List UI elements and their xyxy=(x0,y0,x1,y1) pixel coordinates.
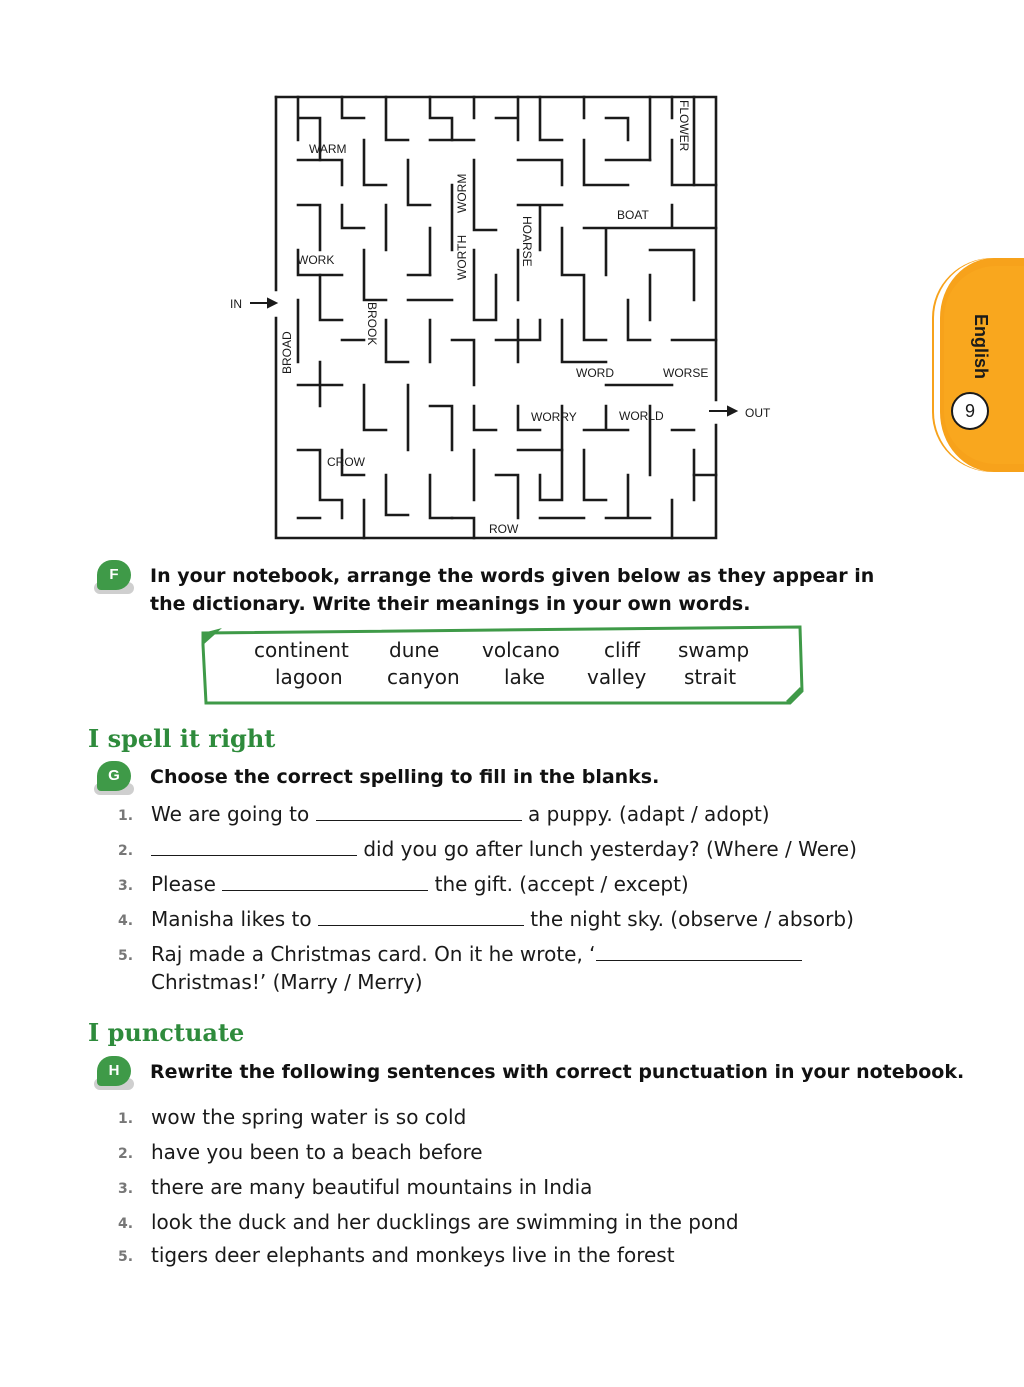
punct-item-number: 5. xyxy=(118,1249,134,1265)
tab-subject-label: English xyxy=(971,314,991,380)
spell-item-number: 5. xyxy=(118,948,134,964)
punct-item-4: look the duck and her ducklings are swimming in the pond xyxy=(151,1210,739,1234)
spell-item-4 xyxy=(151,907,854,931)
maze-label-broad: BROAD xyxy=(280,331,294,374)
word-maze xyxy=(220,86,780,546)
punct-item-number: 2. xyxy=(118,1146,134,1162)
section-f-instruction-line2: the dictionary. Write their meanings in your own words. xyxy=(150,593,751,615)
answer-blank[interactable] xyxy=(151,837,357,856)
punct-item-5: tigers deer elephants and monkeys live in the forest xyxy=(151,1243,675,1267)
maze-label-world: WORLD xyxy=(619,409,664,423)
punct-item-2: have you been to a beach before xyxy=(151,1140,483,1164)
maze-label-out: OUT xyxy=(745,406,771,420)
spell-item-1 xyxy=(151,802,770,826)
section-g-badge: G xyxy=(97,761,131,791)
word-dune: dune xyxy=(389,638,440,662)
spell-item-5-continued: Christmas!’ (Marry / Merry) xyxy=(151,970,423,994)
spell-item-text-before: Manisha likes to xyxy=(151,907,318,931)
word-cliff: cliff xyxy=(604,638,640,662)
spell-item-text-after: did you go after lunch yesterday? (Where / Were) xyxy=(357,837,857,861)
punct-item-3: there are many beautiful mountains in India xyxy=(151,1175,593,1199)
maze-label-crow: CROW xyxy=(327,455,365,469)
punct-item-1: wow the spring water is so cold xyxy=(151,1105,467,1129)
punct-item-number: 4. xyxy=(118,1216,134,1232)
word-lagoon: lagoon xyxy=(275,665,343,689)
word-valley: valley xyxy=(587,665,647,689)
spell-item-3 xyxy=(151,872,689,896)
maze-label-boat: BOAT xyxy=(617,208,649,222)
maze-label-worry: WORRY xyxy=(531,410,577,424)
tab-page-number: 9 xyxy=(951,392,989,430)
maze-label-hoarse: HOARSE xyxy=(520,216,534,267)
maze-label-row: ROW xyxy=(489,522,519,536)
spell-item-2 xyxy=(151,837,857,861)
spell-item-number: 3. xyxy=(118,878,134,894)
word-swamp: swamp xyxy=(678,638,750,662)
maze-label-worth: WORTH xyxy=(455,234,469,280)
spell-item-text-before: We are going to xyxy=(151,802,316,826)
answer-blank[interactable] xyxy=(318,907,524,926)
answer-blank[interactable] xyxy=(316,802,522,821)
maze-label-warm: WARM xyxy=(309,142,347,156)
spell-item-number: 1. xyxy=(118,808,134,824)
maze-label-work: WORK xyxy=(297,253,335,267)
maze-label-brook: BROOK xyxy=(365,302,379,346)
spell-item-text-before: Please xyxy=(151,872,223,896)
word-canyon: canyon xyxy=(387,665,460,689)
punctuate-heading: I punctuate xyxy=(88,1018,245,1047)
word-volcano: volcano xyxy=(482,638,560,662)
spell-item-text-after: the gift. (accept / except) xyxy=(428,872,689,896)
spell-item-5 xyxy=(151,942,802,966)
section-h-instruction: Rewrite the following sentences with correct punctuation in your notebook. xyxy=(150,1061,965,1083)
section-h-badge: H xyxy=(97,1056,131,1086)
spell-item-number: 4. xyxy=(118,913,134,929)
section-f-instruction-line1: In your notebook, arrange the words given below as they appear in xyxy=(150,565,875,587)
maze-label-worm: WORM xyxy=(455,173,469,213)
spell-item-number: 2. xyxy=(118,843,134,859)
punct-item-number: 3. xyxy=(118,1181,134,1197)
punct-item-number: 1. xyxy=(118,1111,134,1127)
spell-item-text-after: the night sky. (observe / absorb) xyxy=(523,907,854,931)
answer-blank[interactable] xyxy=(222,872,428,891)
maze-label-word: WORD xyxy=(576,366,614,380)
word-continent: continent xyxy=(254,638,349,662)
word-strait: strait xyxy=(684,665,737,689)
section-g-instruction: Choose the correct spelling to fill in the blanks. xyxy=(150,766,660,788)
maze-label-in: IN xyxy=(230,297,242,311)
spell-item-text-after: a puppy. (adapt / adopt) xyxy=(521,802,770,826)
answer-blank[interactable] xyxy=(596,942,802,961)
spell-heading: I spell it right xyxy=(88,724,276,753)
maze-label-worse: WORSE xyxy=(663,366,709,380)
section-f-badge: F xyxy=(97,560,131,590)
maze-label-flower: FLOWER xyxy=(677,100,691,152)
word-lake: lake xyxy=(504,665,545,689)
spell-item-text-before: Raj made a Christmas card. On it he wrote, ‘ xyxy=(151,942,596,966)
